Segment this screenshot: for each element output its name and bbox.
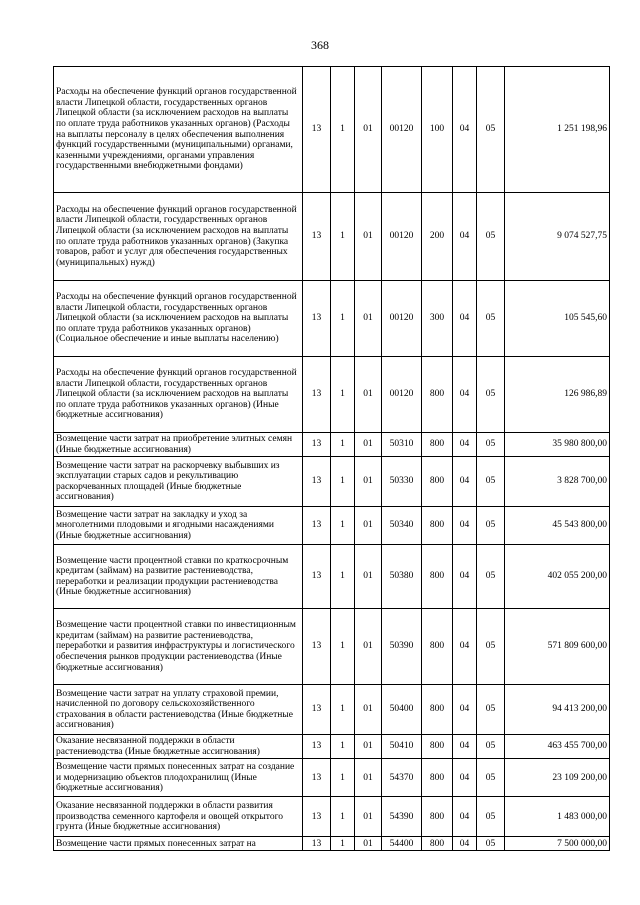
amount: 3 828 700,00: [505, 457, 610, 507]
code-subprogram: 01: [355, 281, 382, 357]
code-expense-type: 800: [422, 837, 453, 851]
code-subsection: 05: [477, 759, 505, 797]
table-row: [54, 281, 610, 357]
code-ministry: 13: [303, 759, 331, 797]
table-row: [54, 545, 610, 609]
code-section: 04: [453, 759, 477, 797]
amount: 45 543 800,00: [505, 507, 610, 545]
code-section: 04: [453, 357, 477, 433]
code-expense-type: 100: [422, 67, 453, 193]
code-expense-type: 800: [422, 433, 453, 457]
table-row: [54, 67, 610, 193]
code-ministry: 13: [303, 797, 331, 837]
code-program: 1: [331, 67, 355, 193]
table-row: [54, 609, 610, 685]
code-subprogram: 01: [355, 507, 382, 545]
code-ministry: 13: [303, 281, 331, 357]
code-direction: 00120: [382, 193, 422, 281]
row-description: Возмещение части процентной ставки по краткосрочным кредитам (займам) на развитие растениеводства, переработки и реализации продукции растениеводства (Иные бюджетные ассигнования): [54, 545, 303, 609]
code-section: 04: [453, 507, 477, 545]
code-expense-type: 800: [422, 759, 453, 797]
amount: 463 455 700,00: [505, 735, 610, 759]
code-direction: 54390: [382, 797, 422, 837]
code-program: 1: [331, 281, 355, 357]
code-expense-type: 800: [422, 685, 453, 735]
amount: 7 500 000,00: [505, 837, 610, 851]
row-description: Расходы на обеспечение функций органов государственной власти Липецкой области, государственных органов Липецкой области (за исключением расходов на выплаты по оплате труда работников указанных органов) (Закупка товаров, работ и услуг для обеспечения государственных (муниципальных) нужд): [54, 193, 303, 281]
code-direction: 00120: [382, 357, 422, 433]
code-section: 04: [453, 457, 477, 507]
code-ministry: 13: [303, 67, 331, 193]
row-description: Оказание несвязанной поддержки в области растениеводства (Иные бюджетные ассигнования): [54, 735, 303, 759]
table-row: [54, 433, 610, 457]
amount: 9 074 527,75: [505, 193, 610, 281]
code-subprogram: 01: [355, 67, 382, 193]
table-row: [54, 797, 610, 837]
code-direction: 50400: [382, 685, 422, 735]
code-subprogram: 01: [355, 193, 382, 281]
code-ministry: 13: [303, 507, 331, 545]
code-direction: 50310: [382, 433, 422, 457]
table-row: [54, 507, 610, 545]
code-direction: 50330: [382, 457, 422, 507]
table-row: [54, 685, 610, 735]
code-direction: 00120: [382, 67, 422, 193]
code-direction: 54400: [382, 837, 422, 851]
code-ministry: 13: [303, 837, 331, 851]
code-program: 1: [331, 837, 355, 851]
code-direction: 50380: [382, 545, 422, 609]
row-description: Расходы на обеспечение функций органов государственной власти Липецкой области, государственных органов Липецкой области (за исключением расходов на выплаты по оплате труда работников указанных органов) (Социальное обеспечение и иные выплаты населению): [54, 281, 303, 357]
row-description: Расходы на обеспечение функций органов государственной власти Липецкой области, государственных органов Липецкой области (за исключением расходов на выплаты по оплате труда работников указанных органов) (Расходы на выплаты персоналу в целях обеспечения выполнения функций государственными (муниципальными) органами, казенными учреждениями, органами управления государственными внебюджетными фондами): [54, 67, 303, 193]
code-subprogram: 01: [355, 433, 382, 457]
table-row: [54, 735, 610, 759]
code-ministry: 13: [303, 457, 331, 507]
row-description: Возмещение части затрат на приобретение элитных семян (Иные бюджетные ассигнования): [54, 433, 303, 457]
table-row: [54, 759, 610, 797]
row-description: Оказание несвязанной поддержки в области развития производства семенного картофеля и овощей открытого грунта (Иные бюджетные ассигнования): [54, 797, 303, 837]
code-program: 1: [331, 735, 355, 759]
page-number: 368: [311, 38, 329, 52]
code-subsection: 05: [477, 609, 505, 685]
code-section: 04: [453, 609, 477, 685]
table-row: [54, 357, 610, 433]
code-subsection: 05: [477, 837, 505, 851]
code-program: 1: [331, 357, 355, 433]
code-direction: 00120: [382, 281, 422, 357]
code-program: 1: [331, 759, 355, 797]
code-subprogram: 01: [355, 609, 382, 685]
code-subprogram: 01: [355, 357, 382, 433]
code-ministry: 13: [303, 357, 331, 433]
amount: 1 251 198,96: [505, 67, 610, 193]
table-row: [54, 193, 610, 281]
row-description: Возмещение части процентной ставки по инвестиционным кредитам (займам) на развитие растениеводства, переработки и развития инфраструктуры и логистического обеспечения рынков продукции растениеводства (Иные бюджетные ассигнования): [54, 609, 303, 685]
row-description: Расходы на обеспечение функций органов государственной власти Липецкой области, государственных органов Липецкой области (за исключением расходов на выплаты по оплате труда работников указанных органов) (Иные бюджетные ассигнования): [54, 357, 303, 433]
amount: 402 055 200,00: [505, 545, 610, 609]
amount: 571 809 600,00: [505, 609, 610, 685]
code-section: 04: [453, 837, 477, 851]
code-expense-type: 300: [422, 281, 453, 357]
code-program: 1: [331, 545, 355, 609]
row-description: Возмещение части затрат на уплату страховой премии, начисленной по договору сельскохозяйственного страхования в области растениеводства (Иные бюджетные ассигнования): [54, 685, 303, 735]
code-subsection: 05: [477, 545, 505, 609]
code-expense-type: 800: [422, 457, 453, 507]
code-direction: 50390: [382, 609, 422, 685]
row-description: Возмещение части прямых понесенных затрат на создание и модернизацию объектов плодохранилищ (Иные бюджетные ассигнования): [54, 759, 303, 797]
code-program: 1: [331, 685, 355, 735]
code-program: 1: [331, 433, 355, 457]
code-program: 1: [331, 797, 355, 837]
row-description: Возмещение части затрат на закладку и уход за многолетними плодовыми и ягодными насаждениями (Иные бюджетные ассигнования): [54, 507, 303, 545]
amount: 1 483 000,00: [505, 797, 610, 837]
row-description: Возмещение части затрат на раскорчевку выбывших из эксплуатации старых садов и рекультивацию раскорчеванных площадей (Иные бюджетные ассигнования): [54, 457, 303, 507]
code-section: 04: [453, 685, 477, 735]
code-expense-type: 200: [422, 193, 453, 281]
row-description: Возмещение части прямых понесенных затрат на: [54, 837, 303, 851]
code-subprogram: 01: [355, 759, 382, 797]
code-subsection: 05: [477, 797, 505, 837]
code-subprogram: 01: [355, 735, 382, 759]
code-subsection: 05: [477, 193, 505, 281]
code-subprogram: 01: [355, 685, 382, 735]
code-section: 04: [453, 281, 477, 357]
code-subprogram: 01: [355, 457, 382, 507]
code-program: 1: [331, 609, 355, 685]
code-ministry: 13: [303, 193, 331, 281]
code-direction: 50410: [382, 735, 422, 759]
budget-table: [53, 66, 610, 851]
amount: 105 545,60: [505, 281, 610, 357]
code-subsection: 05: [477, 281, 505, 357]
code-subsection: 05: [477, 685, 505, 735]
code-expense-type: 800: [422, 357, 453, 433]
code-expense-type: 800: [422, 507, 453, 545]
code-section: 04: [453, 67, 477, 193]
code-section: 04: [453, 433, 477, 457]
code-subsection: 05: [477, 433, 505, 457]
code-ministry: 13: [303, 735, 331, 759]
code-ministry: 13: [303, 685, 331, 735]
code-section: 04: [453, 193, 477, 281]
code-program: 1: [331, 507, 355, 545]
amount: 126 986,89: [505, 357, 610, 433]
code-expense-type: 800: [422, 797, 453, 837]
code-program: 1: [331, 193, 355, 281]
code-subsection: 05: [477, 357, 505, 433]
code-program: 1: [331, 457, 355, 507]
code-subsection: 05: [477, 457, 505, 507]
code-ministry: 13: [303, 609, 331, 685]
code-section: 04: [453, 545, 477, 609]
code-direction: 54370: [382, 759, 422, 797]
code-ministry: 13: [303, 433, 331, 457]
amount: 94 413 200,00: [505, 685, 610, 735]
table-row: [54, 457, 610, 507]
code-expense-type: 800: [422, 609, 453, 685]
code-subsection: 05: [477, 67, 505, 193]
table-row: [54, 837, 610, 851]
code-subprogram: 01: [355, 797, 382, 837]
code-subsection: 05: [477, 735, 505, 759]
amount: 35 980 800,00: [505, 433, 610, 457]
code-expense-type: 800: [422, 735, 453, 759]
amount: 23 109 200,00: [505, 759, 610, 797]
code-subprogram: 01: [355, 837, 382, 851]
code-expense-type: 800: [422, 545, 453, 609]
code-subsection: 05: [477, 507, 505, 545]
code-direction: 50340: [382, 507, 422, 545]
code-ministry: 13: [303, 545, 331, 609]
code-section: 04: [453, 735, 477, 759]
code-section: 04: [453, 797, 477, 837]
code-subprogram: 01: [355, 545, 382, 609]
